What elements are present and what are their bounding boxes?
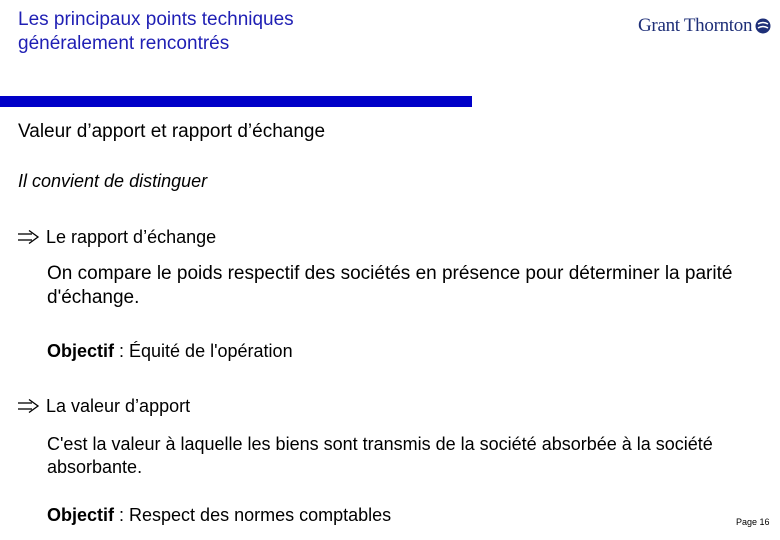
logo-text: Grant Thornton [638, 15, 753, 36]
page-number: Page 16 [736, 517, 770, 527]
objective-valeur-apport [47, 504, 391, 526]
page-title [18, 8, 438, 56]
intro-text: Il convient de distinguer [18, 171, 208, 191]
grant-thornton-mark-icon [755, 18, 771, 34]
grant-thornton-logo [638, 14, 771, 38]
objective-label: Objectif [47, 341, 115, 361]
page-title-line-2: généralement rencontrés [18, 33, 230, 54]
paragraph-valeur-apport: C'est la valeur à laquelle les biens sont transmis de la société absorbée à la société absorbante. [47, 434, 713, 477]
objective-text: : Équité de l'opération [114, 341, 293, 361]
objective-text: : Respect des normes comptables [114, 505, 392, 525]
objective-label: Objectif [47, 505, 115, 525]
bullet-heading: Le rapport d’échange [46, 227, 217, 247]
bullet-rapport-echange [18, 226, 216, 248]
arrow-implies-icon [18, 399, 40, 413]
page-title-line-1: Les principaux points techniques [18, 9, 294, 30]
header-rule [0, 96, 472, 107]
bullet-heading: La valeur d’apport [46, 396, 191, 416]
arrow-implies-icon [18, 230, 40, 244]
objective-rapport-echange [47, 340, 293, 362]
bullet-valeur-apport [18, 395, 190, 417]
paragraph-rapport-echange: On compare le poids respectif des sociétés en présence pour déterminer la parité d'échange. [47, 263, 733, 308]
section-subtitle: Valeur d’apport et rapport d’échange [18, 121, 326, 142]
